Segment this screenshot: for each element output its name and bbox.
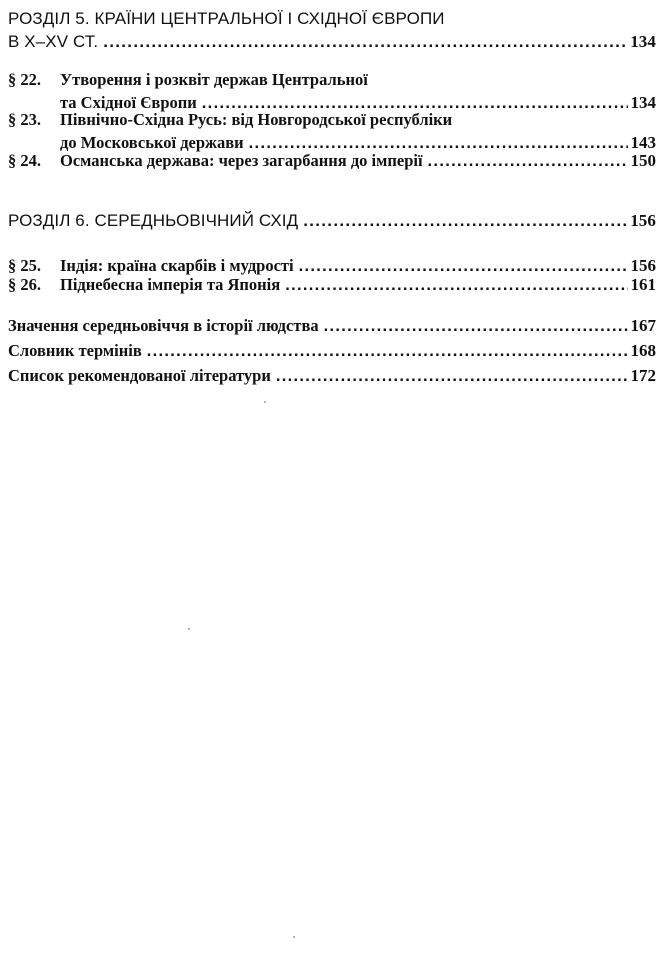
entry-title: Індія: країна скарбів і мудрості [60,256,294,275]
entry-title: Османська держава: через загарбання до імперії [60,151,423,170]
toc-entry-26[interactable] [8,273,656,296]
toc-line [8,68,656,91]
section-title-continued: В X–XV СТ. [8,32,99,51]
toc-line [8,209,656,232]
page-number: 167 [630,316,656,335]
toc-entry-literature[interactable] [8,364,656,387]
dot-leader [147,340,628,363]
dot-leader [103,30,627,53]
dot-leader [324,315,628,338]
paragraph-number: § 24. [8,151,41,170]
toc-line [8,364,656,387]
toc-section-6[interactable] [8,209,656,232]
toc-line [8,7,656,30]
dot-leader [276,365,628,388]
dot-leader [428,150,628,173]
entry-title: Піднебесна імперія та Японія [60,275,281,294]
dot-leader [303,209,627,232]
page-number: 150 [630,151,656,170]
toc-line [8,108,656,131]
entry-title: Список рекомендованої літератури [8,366,271,385]
toc-section-5[interactable] [8,7,656,53]
section-title: РОЗДІЛ 5. КРАЇНИ ЦЕНТРАЛЬНОЇ І СХІДНОЇ ЄВРОПИ [8,9,445,28]
paragraph-number: § 25. [8,256,41,275]
toc-line [8,314,656,337]
scan-speck [293,936,295,938]
page-number: 156 [630,211,656,230]
entry-title: Утворення і розквіт держав Центральної [60,70,368,89]
page-number: 168 [630,341,656,360]
toc-line [8,30,656,53]
entry-title: Північно-Східна Русь: від Новгородської республіки [60,110,453,129]
paragraph-number: § 23. [8,110,41,129]
toc-line [8,339,656,362]
page-number: 172 [630,366,656,385]
toc-entry-significance[interactable] [8,314,656,337]
scan-speck [188,628,190,630]
page-number: 134 [630,32,656,51]
toc-line [8,149,656,172]
dot-leader [285,274,627,297]
entry-title-continued: та Східної Європи [60,93,197,112]
toc-entry-24[interactable] [8,149,656,172]
section-title: РОЗДІЛ 6. СЕРЕДНЬОВІЧНИЙ СХІД [8,211,299,230]
scan-speck [264,401,266,403]
toc-entry-23[interactable] [8,108,656,154]
page-number: 134 [630,93,656,112]
page-number: 156 [630,256,656,275]
paragraph-number: § 26. [8,275,41,294]
entry-title: Словник термінів [8,341,142,360]
paragraph-number: § 22. [8,70,41,89]
page-number: 161 [630,275,656,294]
toc-line [8,273,656,296]
entry-title-continued: до Московської держави [60,133,244,152]
toc-entry-glossary[interactable] [8,339,656,362]
page-number: 143 [630,133,656,152]
entry-title: Значення середньовіччя в історії людства [8,316,319,335]
